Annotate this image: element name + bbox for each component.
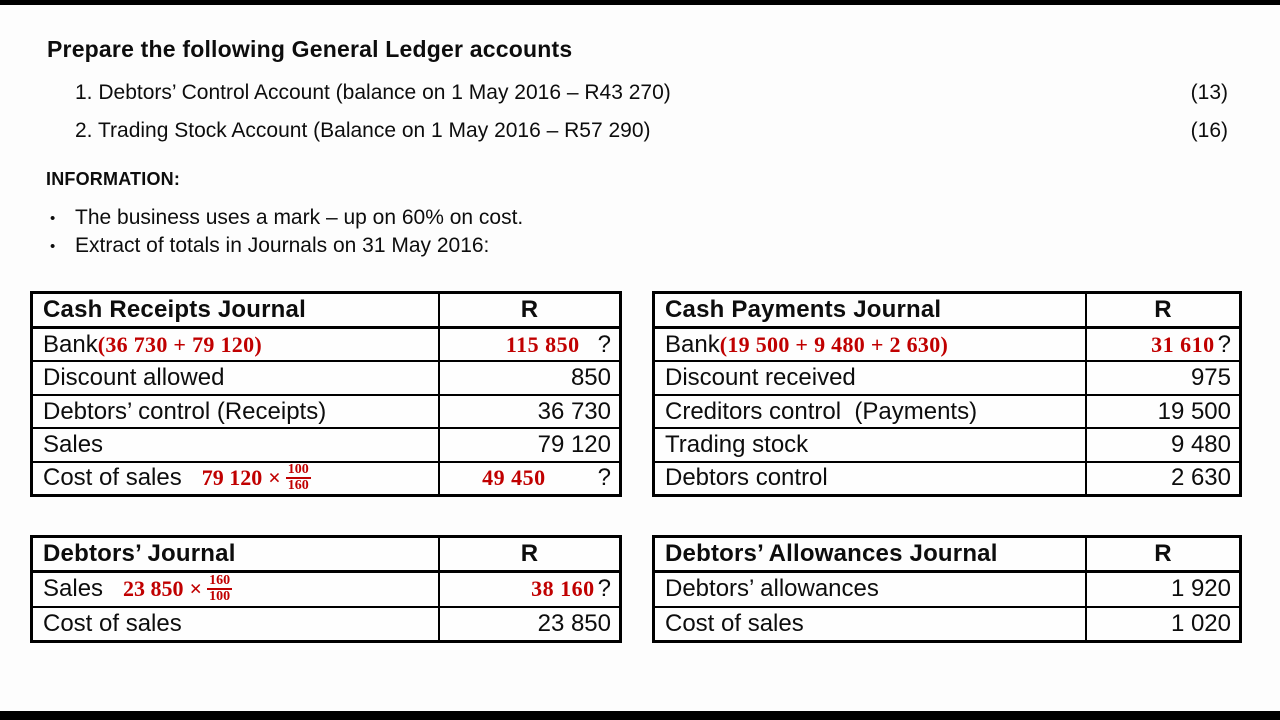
fraction: $\frac{160}{100}$ — [209, 572, 231, 605]
table-header-row — [33, 294, 619, 329]
row-value: 975 — [1190, 364, 1231, 392]
letterbox-bottom — [0, 711, 1280, 720]
table-row-sales — [33, 429, 619, 462]
row-label: Discount allowed — [33, 362, 440, 393]
fraction: $\frac{100}{160}$ — [287, 461, 309, 494]
assignment-item-1: 1. Debtors’ Control Account (balance on 1 May 2016 – R43 270) — [75, 81, 671, 104]
table-row-sales — [33, 573, 619, 608]
multiply-icon: × — [189, 576, 203, 602]
row-value-cell — [440, 329, 619, 360]
row-value: 23 850 — [537, 609, 611, 637]
row-label: Bank (19 500 + 9 480 + 2 630) — [655, 329, 1087, 360]
row-calculation: 23 850 × $\frac{160}{100}$ — [123, 572, 231, 605]
bullet-icon: • — [50, 210, 56, 227]
table-row-trading-stock — [655, 429, 1239, 462]
marks-item-1: (13) — [1190, 81, 1228, 104]
row-value: 36 730 — [537, 397, 611, 425]
table-row-bank — [33, 329, 619, 362]
table-row-cost-of-sales — [33, 463, 619, 494]
table-title: Cash Receipts Journal — [33, 294, 440, 326]
row-value: 31 610 — [1151, 331, 1215, 357]
row-value: 1 920 — [1170, 575, 1231, 603]
marks-item-2: (16) — [1190, 119, 1228, 142]
table-row-bank — [655, 329, 1239, 362]
information-heading: INFORMATION: — [46, 169, 181, 189]
column-header-r: R — [1154, 540, 1172, 567]
row-label: Sales 23 850 × $\frac{160}{100}$ — [33, 573, 440, 606]
row-label: Cost of sales — [655, 608, 1087, 641]
row-value: 115 850 — [505, 331, 580, 357]
row-value-cell — [440, 463, 619, 494]
page-title: Prepare the following General Ledger accounts — [47, 36, 573, 62]
cash-receipts-journal-table — [30, 291, 622, 497]
row-value: 2 630 — [1170, 464, 1231, 492]
column-header-r: R — [520, 296, 539, 323]
bullet-icon: • — [50, 238, 56, 255]
row-annotation: (19 500 + 9 480 + 2 630) — [719, 331, 949, 357]
question-mark: ? — [1217, 330, 1231, 358]
row-value: 79 120 — [537, 430, 611, 458]
table-header-row — [655, 538, 1239, 573]
row-label: Sales — [33, 429, 440, 460]
row-label: Cost of sales 79 120 × $\frac{100}{160}$ — [33, 463, 440, 494]
letterbox-top — [0, 0, 1280, 5]
row-label: Discount received — [655, 362, 1087, 393]
row-value-cell — [1087, 329, 1239, 360]
column-header-r: R — [1154, 296, 1172, 323]
table-row-debtors-allowances — [655, 573, 1239, 608]
table-title: Cash Payments Journal — [655, 294, 1087, 326]
row-value: 38 160 — [531, 576, 595, 602]
table-header-row — [33, 538, 619, 573]
row-value: 1 020 — [1170, 609, 1231, 637]
row-value: 49 450 — [482, 465, 546, 491]
bullet-text: The business uses a mark – up on 60% on cost. — [75, 206, 524, 229]
table-row-creditors-control — [655, 396, 1239, 429]
question-mark: ? — [597, 464, 611, 492]
row-label: Bank (36 730 + 79 120) — [33, 329, 440, 360]
table-row-cost-of-sales — [33, 608, 619, 641]
table-header-row — [655, 294, 1239, 329]
column-header-r: R — [520, 540, 539, 567]
question-mark: ? — [597, 330, 611, 358]
table-row-debtors-control — [33, 396, 619, 429]
row-label: Debtors’ control (Receipts) — [33, 396, 440, 427]
debtors-journal-table — [30, 535, 622, 643]
row-annotation: (36 730 + 79 120) — [97, 331, 262, 357]
table-row-debtors-control — [655, 463, 1239, 494]
table-row-discount-received — [655, 362, 1239, 395]
question-mark: ? — [597, 575, 611, 603]
table-title: Debtors’ Journal — [33, 538, 440, 570]
row-value-cell — [440, 573, 619, 606]
row-label: Debtors’ allowances — [655, 573, 1087, 606]
row-value: 9 480 — [1170, 430, 1231, 458]
debtors-allowances-journal-table — [652, 535, 1242, 643]
assignment-item-2: 2. Trading Stock Account (Balance on 1 May 2016 – R57 290) — [75, 119, 651, 142]
row-label: Creditors control (Payments) — [655, 396, 1087, 427]
bullet-item-extract — [50, 234, 489, 260]
table-title: Debtors’ Allowances Journal — [655, 538, 1087, 570]
row-value: 850 — [570, 364, 611, 392]
table-row-discount-allowed — [33, 362, 619, 395]
multiply-icon: × — [268, 465, 281, 491]
row-calculation: 79 120 × $\frac{100}{160}$ — [201, 461, 309, 494]
row-value: 19 500 — [1157, 397, 1231, 425]
row-label: Trading stock — [655, 429, 1087, 460]
table-row-cost-of-sales — [655, 608, 1239, 641]
row-label: Cost of sales — [33, 608, 440, 641]
bullet-item-markup — [50, 206, 523, 232]
cash-payments-journal-table — [652, 291, 1242, 497]
row-label: Debtors control — [655, 463, 1087, 494]
bullet-text: Extract of totals in Journals on 31 May 2016: — [75, 234, 490, 257]
